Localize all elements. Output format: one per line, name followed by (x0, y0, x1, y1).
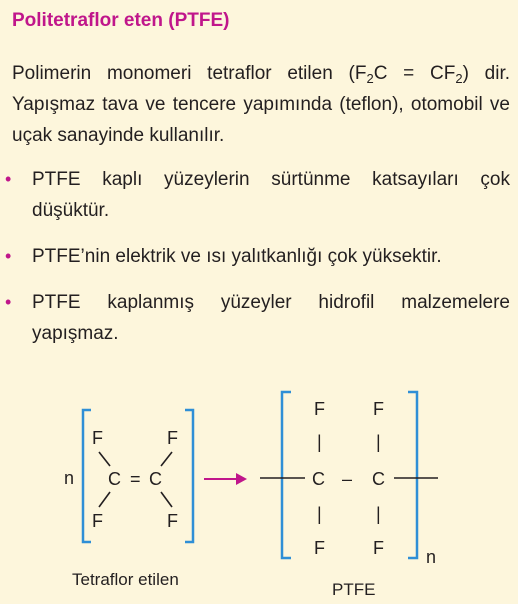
bond-line (161, 492, 172, 507)
monomer-atom-f: F (167, 511, 178, 531)
bullet-icon: • (5, 246, 12, 266)
polymer-atom-f: F (373, 538, 384, 558)
bullet-item (0, 164, 518, 226)
polymer-atom-c: C (312, 469, 325, 489)
monomer-left-bracket (83, 410, 91, 542)
monomer-atom-f: F (92, 511, 103, 531)
bullet-item (0, 287, 518, 349)
polymer-vertical-bond: | (376, 504, 381, 524)
polymer-vertical-bond: | (317, 432, 322, 452)
polymer-caption: PTFE (332, 580, 376, 599)
bullet-item (0, 241, 518, 272)
polymer-atom-f: F (314, 399, 325, 419)
bullet-text: PTFE kaplanmış yüzeyler hidrofil malzemelere yapışmaz. (32, 292, 510, 344)
monomer-atom-c: C (149, 469, 162, 489)
polymer-right-bracket (408, 392, 417, 558)
monomer-atom-c: C (108, 469, 121, 489)
polymer-vertical-bond: | (376, 432, 381, 452)
paragraph-text: ) dir. Yapışmaz tava ve tencere yapımında (teflon), otomobil ve uçak sanayinde kullanılır. (12, 63, 511, 146)
bond-line (161, 452, 172, 466)
bullet-list (0, 164, 518, 364)
monomer-right-bracket (185, 410, 193, 542)
polymerization-diagram (0, 380, 518, 604)
polymer-atom-f: F (314, 538, 325, 558)
polymer-atom-c: C (372, 469, 385, 489)
paragraph-text: Polimerin monomeri tetraflor etilen (F (12, 63, 367, 84)
polymer-atom-f: F (373, 399, 384, 419)
subscript: 2 (455, 71, 463, 86)
monomer-atom-f: F (92, 428, 103, 448)
monomer-atom-f: F (167, 428, 178, 448)
paragraph-text: C = CF (373, 63, 456, 84)
intro-paragraph (12, 58, 510, 151)
polymer-left-bracket (282, 392, 291, 558)
monomer-structure (64, 410, 193, 542)
bullet-icon: • (5, 169, 12, 189)
bullet-text: PTFE kaplı yüzeylerin sürtünme katsayıları çok düşüktür. (32, 169, 510, 221)
monomer-caption: Tetraflor etilen (72, 570, 179, 589)
polymer-vertical-bond: | (317, 504, 322, 524)
bullet-text: PTFE’nin elektrik ve ısı yalıtkanlığı çok yüksektir. (32, 246, 442, 267)
bullet-icon: • (5, 292, 12, 312)
polymer-structure (260, 392, 438, 567)
polymer-subscript: n (426, 547, 437, 567)
page-title: Politetraflor eten (PTFE) (12, 10, 230, 31)
polymer-single-bond: – (342, 469, 353, 489)
subscript: 2 (366, 71, 374, 86)
monomer-double-bond: = (130, 469, 141, 489)
monomer-coefficient: n (64, 468, 75, 488)
bond-line (99, 452, 110, 466)
bond-line (99, 492, 110, 507)
reaction-arrow (204, 473, 247, 485)
